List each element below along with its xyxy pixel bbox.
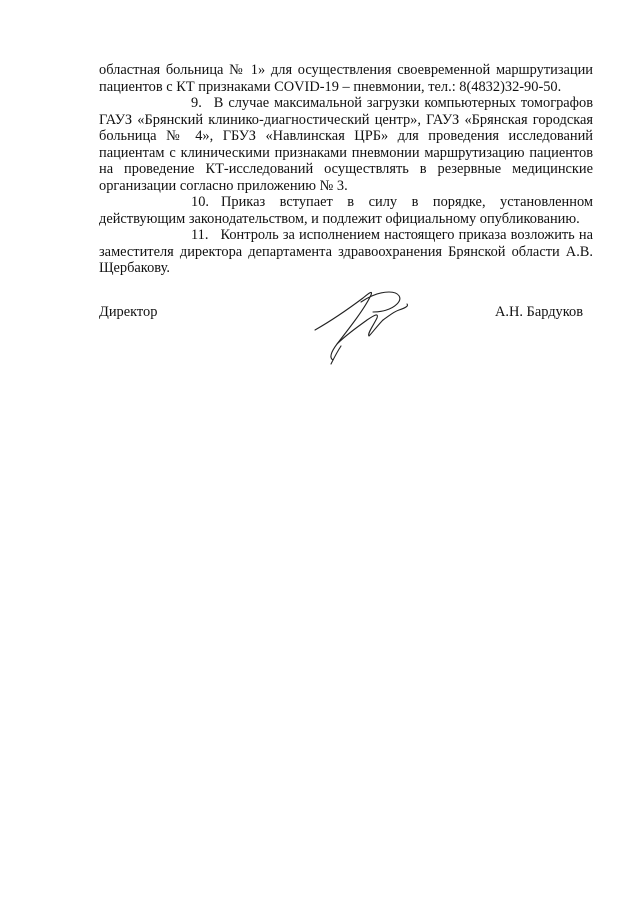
signature-block xyxy=(99,304,593,374)
signatory-title: Директор xyxy=(99,304,158,320)
paragraph-continuation xyxy=(99,62,593,95)
paragraph-10 xyxy=(99,194,593,227)
paragraph-number: 11. xyxy=(191,227,209,243)
document-body xyxy=(99,62,593,277)
paragraph-9 xyxy=(99,95,593,194)
paragraph-text: Контроль за исполнением настоящего приказа возложить на заместителя директора департамента здравоохранения Брянской области А.В. Щербакову. xyxy=(99,227,593,276)
paragraph-number: 10. xyxy=(191,194,209,210)
paragraph-number: 9. xyxy=(191,95,202,111)
paragraph-11 xyxy=(99,227,593,277)
handwritten-signature xyxy=(307,286,417,366)
paragraph-text: Приказ вступает в силу в порядке, установленном действующим законодательством, и подлежит официальному опубликованию. xyxy=(99,194,593,227)
signatory-name: А.Н. Бардуков xyxy=(494,304,583,320)
paragraph-text: В случае максимальной загрузки компьютерных томографов ГАУЗ «Брянский клинико-диагностический центр», ГАУЗ «Брянская городская больница № 4», ГБУЗ «Навлинская ЦРБ» для проведения исследований пациентам с клиническими признаками пневмонии маршрутизацию пациентов на проведение КТ-исследований осуществлять в резервные медицинские организации согласно приложению № 3. xyxy=(99,95,593,194)
paragraph-text: областная больница № 1» для осуществления своевременной маршрутизации пациентов с КТ признаками COVID-19 – пневмонии, тел.: 8(4832)32-90-50. xyxy=(99,62,593,95)
